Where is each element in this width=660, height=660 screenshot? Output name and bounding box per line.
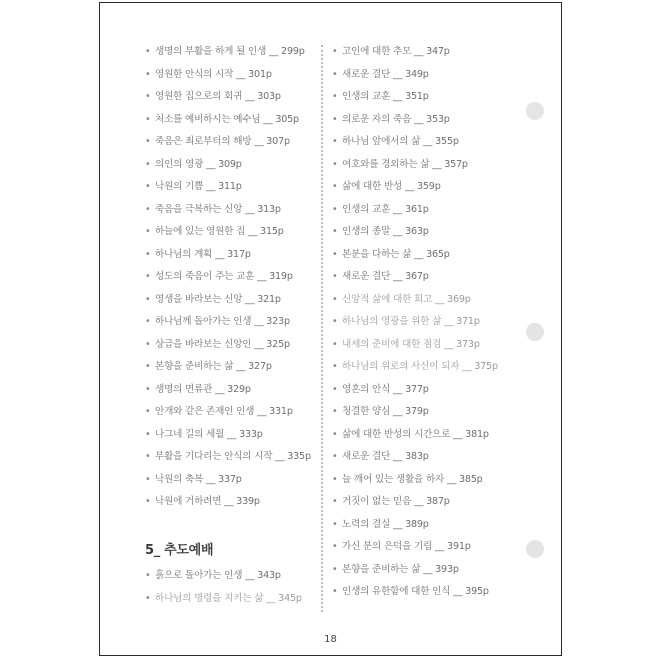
toc-entry: • 하나님의 위로의 사신이 되자 __ 375p: [332, 356, 532, 379]
bullet: •: [145, 136, 151, 147]
toc-entry: • 생명의 부활을 하게 될 인생 __ 299p: [145, 41, 330, 64]
toc-entry: • 영혼의 안식 __ 377p: [332, 379, 532, 402]
bullet: •: [332, 293, 338, 305]
toc-entry: • 인생의 종말 __ 363p: [332, 221, 532, 244]
bullet: •: [145, 91, 151, 102]
toc-entry: • 신앙적 삶에 대한 회고 __ 369p: [332, 289, 532, 312]
toc-entry: • 상급을 바라보는 신앙인 __ 325p: [145, 334, 330, 357]
bullet: •: [332, 496, 338, 507]
toc-entry: • 죽음은 죄로부터의 해방 __ 307p: [145, 131, 330, 154]
bullet: •: [332, 68, 338, 80]
toc-entry: • 인생의 교훈 __ 351p: [332, 86, 532, 109]
bullet: •: [145, 181, 151, 192]
bullet: •: [332, 541, 338, 552]
bullet: •: [145, 226, 151, 237]
toc-entry: • 여호와를 경외하는 삶 __ 357p: [332, 154, 532, 177]
bullet: •: [332, 181, 338, 192]
bullet: •: [145, 473, 151, 485]
bullet: •: [332, 338, 338, 350]
binder-hole: [526, 323, 544, 341]
toc-entry: • 가신 분의 은덕을 기림 __ 391p: [332, 536, 532, 559]
bullet: •: [332, 91, 338, 102]
toc-entry: • 하나님의 계획 __ 317p: [145, 244, 330, 267]
binder-hole: [526, 540, 544, 558]
toc-entry: • 안개와 같은 존재인 인생 __ 331p: [145, 401, 330, 424]
toc-entry: • 고인에 대한 추모 __ 347p: [332, 41, 532, 64]
bullet: •: [332, 361, 338, 372]
toc-entry: • 하나님 앞에서의 삶 __ 355p: [332, 131, 532, 154]
bullet: •: [145, 68, 151, 80]
bullet: •: [145, 338, 151, 350]
binder-hole: [526, 102, 544, 120]
toc-entry: • 하나님의 영광을 위한 삶 __ 371p: [332, 311, 532, 334]
toc-entry: • 낙원의 축복 __ 337p: [145, 469, 330, 492]
toc-entry: • 하나님의 명령을 지키는 삶 __ 345p: [145, 588, 330, 611]
toc-entry: • 의로운 자의 죽음 __ 353p: [332, 109, 532, 132]
toc-entry: • 거짓이 없는 믿음 __ 387p: [332, 491, 532, 514]
toc-entry: • 인생의 교훈 __ 361p: [332, 199, 532, 222]
bullet: •: [332, 113, 338, 125]
column-divider: [321, 45, 323, 612]
toc-entry: • 본분을 다하는 삶 __ 365p: [332, 244, 532, 267]
section-heading: 5_ 추도예배: [145, 543, 214, 558]
bullet: •: [145, 271, 151, 282]
bullet: •: [145, 316, 151, 327]
toc-entry: • 부활을 기다리는 안식의 시작 __ 335p: [145, 446, 330, 469]
toc-entry: • 노력의 결실 __ 389p: [332, 514, 532, 537]
toc-entry: • 성도의 죽음이 주는 교훈 __ 319p: [145, 266, 330, 289]
bullet: •: [332, 136, 338, 147]
page-number: 18: [324, 634, 337, 645]
bullet: •: [145, 451, 151, 462]
bullet: •: [145, 248, 151, 260]
toc-entry: • 하나님께 돌아가는 인생 __ 323p: [145, 311, 330, 334]
bullet: •: [145, 203, 151, 215]
bullet: •: [332, 226, 338, 237]
toc-entry: • 본향을 준비하는 삶 __ 327p: [145, 356, 330, 379]
bullet: •: [332, 203, 338, 215]
bullet: •: [145, 406, 151, 417]
bullet: •: [332, 451, 338, 462]
toc-entry: • 낙원에 거하려면 __ 339p: [145, 491, 330, 514]
bullet: •: [145, 428, 151, 440]
bullet: •: [145, 570, 151, 581]
toc-entry: • 영원한 집으로의 회귀 __ 303p: [145, 86, 330, 109]
toc-entry: • 처소를 예비하시는 예수님 __ 305p: [145, 109, 330, 132]
toc-entry: • 본향을 준비하는 삶 __ 393p: [332, 559, 532, 582]
bullet: •: [145, 383, 151, 395]
bullet: •: [145, 293, 151, 305]
toc-right-column: [332, 41, 532, 604]
bullet: •: [145, 113, 151, 125]
bullet: •: [145, 496, 151, 507]
bullet: •: [145, 46, 151, 57]
toc-entry: • 삶에 대한 반성 __ 359p: [332, 176, 532, 199]
bullet: •: [332, 46, 338, 57]
bullet: •: [332, 383, 338, 395]
toc-entry: • 의인의 영광 __ 309p: [145, 154, 330, 177]
toc-entry: • 새로운 결단 __ 367p: [332, 266, 532, 289]
bullet: •: [145, 158, 151, 170]
toc-entry: • 삶에 대한 반성의 시간으로 __ 381p: [332, 424, 532, 447]
toc-entry: • 낙원의 기쁨 __ 311p: [145, 176, 330, 199]
toc-entry: • 생명의 면류관 __ 329p: [145, 379, 330, 402]
bullet: •: [332, 428, 338, 440]
bullet: •: [332, 586, 338, 597]
toc-entry: • 영원한 안식의 시작 __ 301p: [145, 64, 330, 87]
toc-entry: • 영생을 바라보는 신앙 __ 321p: [145, 289, 330, 312]
bullet: •: [332, 518, 338, 530]
bullet: •: [332, 563, 338, 575]
toc-entry: • 흙으로 돌아가는 인생 __ 343p: [145, 565, 330, 588]
book-page: [99, 2, 562, 656]
bullet: •: [332, 473, 338, 485]
toc-entry: • 내세의 준비에 대한 점검 __ 373p: [332, 334, 532, 357]
bullet: •: [332, 406, 338, 417]
bullet: •: [145, 361, 151, 372]
toc-entry: • 하늘에 있는 영원한 집 __ 315p: [145, 221, 330, 244]
toc-entry: • 인생의 유한함에 대한 인식 __ 395p: [332, 581, 532, 604]
bullet: •: [145, 592, 151, 604]
bullet: •: [332, 271, 338, 282]
toc-entry: • 나그네 길의 세월 __ 333p: [145, 424, 330, 447]
bullet: •: [332, 158, 338, 170]
toc-entry: • 새로운 결단 __ 349p: [332, 64, 532, 87]
toc-entry: • 늘 깨어 있는 생활을 하자 __ 385p: [332, 469, 532, 492]
bullet: •: [332, 316, 338, 327]
toc-left-column: [145, 41, 330, 514]
toc-entry: • 새로운 결단 __ 383p: [332, 446, 532, 469]
toc-entry: • 청결한 양심 __ 379p: [332, 401, 532, 424]
bullet: •: [332, 248, 338, 260]
toc-entry: • 죽음을 극복하는 신앙 __ 313p: [145, 199, 330, 222]
section-entries: [145, 565, 330, 610]
